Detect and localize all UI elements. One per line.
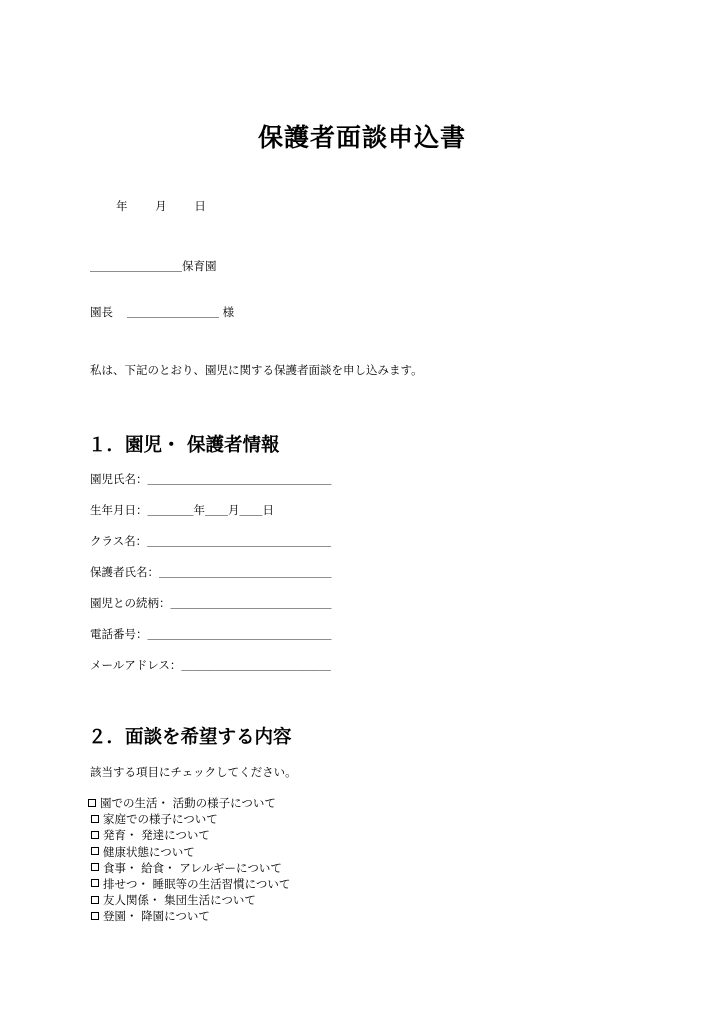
checkbox-icon[interactable]	[91, 831, 99, 839]
checklist-item[interactable]: 排せつ・ 睡眠等の生活習慣について	[88, 876, 290, 892]
checkbox-icon[interactable]	[91, 896, 99, 904]
field-email: メールアドレス：＿＿＿＿＿＿＿＿＿＿＿＿＿	[90, 658, 331, 672]
checkbox-icon[interactable]	[91, 847, 99, 855]
checkbox-icon[interactable]	[88, 799, 96, 807]
intro-text: 私は、下記のとおり、園児に関する保護者面談を申し込みます。	[90, 363, 423, 377]
section-1-heading: １．園児・ 保護者情報	[88, 435, 280, 456]
checkbox-icon[interactable]	[91, 912, 99, 920]
director-line	[90, 304, 234, 320]
checkbox-icon[interactable]	[91, 815, 99, 823]
director-label: 園長	[90, 305, 113, 319]
checklist-item[interactable]: 友人関係・ 集団生活について	[88, 892, 290, 908]
checklist-item[interactable]: 食事・ 給食・ アレルギーについて	[88, 860, 290, 876]
checklist-item[interactable]: 発育・ 発達について	[88, 827, 290, 843]
field-relationship: 園児との続柄：＿＿＿＿＿＿＿＿＿＿＿＿＿＿	[90, 596, 332, 610]
checkbox-icon[interactable]	[91, 863, 99, 871]
date-day-label: 日	[194, 199, 206, 213]
director-name-blank: ＿＿＿＿＿＿＿＿	[127, 305, 219, 319]
nursery-name-line: ＿＿＿＿＿＿＿＿保育園	[90, 259, 217, 273]
checklist-item[interactable]: 登園・ 降園について	[88, 908, 290, 924]
field-birthdate: 生年月日：＿＿＿＿年＿＿月＿＿日	[90, 503, 274, 517]
field-guardian-name: 保護者氏名：＿＿＿＿＿＿＿＿＿＿＿＿＿＿＿	[90, 565, 332, 579]
field-child-name: 園児氏名：＿＿＿＿＿＿＿＿＿＿＿＿＿＿＿＿	[90, 472, 332, 486]
date-month-label: 月	[155, 199, 167, 213]
section-2-heading: ２．面談を希望する内容	[88, 727, 292, 748]
field-class-name: クラス名：＿＿＿＿＿＿＿＿＿＿＿＿＿＿＿＿	[90, 534, 332, 548]
checklist-instruction: 該当する項目にチェックしてください。	[90, 765, 297, 779]
director-honorific: 様	[222, 305, 235, 319]
date-line	[116, 198, 206, 214]
checkbox-icon[interactable]	[91, 879, 99, 887]
date-year-label: 年	[116, 199, 128, 213]
checklist-item[interactable]: 園での生活・ 活動の様子について	[88, 795, 290, 811]
checklist-item[interactable]: 健康状態について	[88, 844, 290, 860]
document-title: 保護者面談申込書	[257, 123, 466, 152]
topic-checklist	[88, 795, 290, 925]
field-phone: 電話番号：＿＿＿＿＿＿＿＿＿＿＿＿＿＿＿＿	[90, 627, 332, 641]
checklist-item[interactable]: 家庭での様子について	[88, 811, 290, 827]
